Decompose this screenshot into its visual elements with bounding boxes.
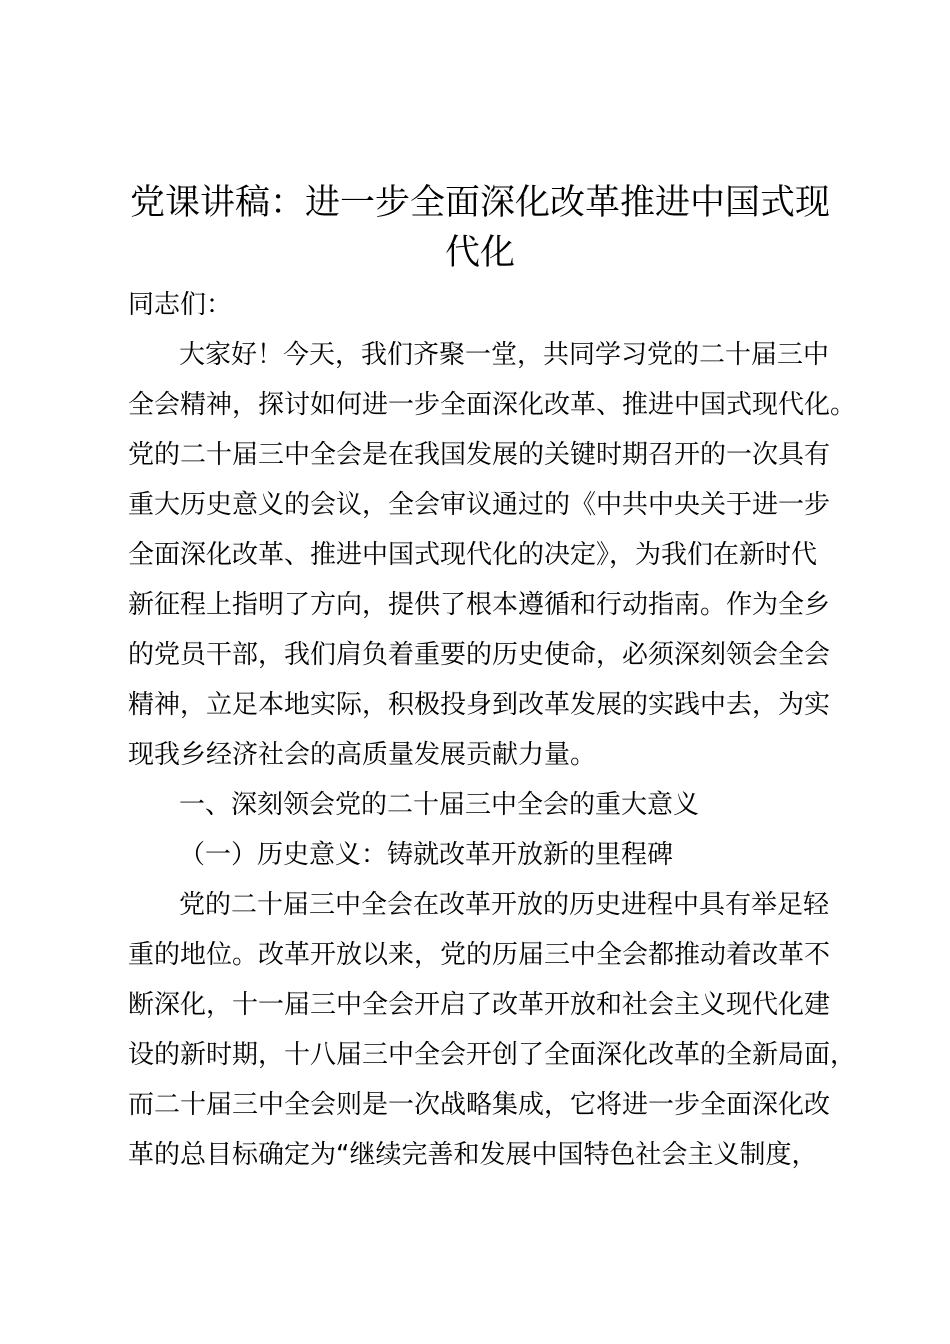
paragraph-line: 的党员干部，我们肩负着重要的历史使命，必须深刻领会全会 <box>128 640 831 670</box>
title-line: 代化 <box>444 233 515 273</box>
paragraph-line: 全会精神，探讨如何进一步全面深化改革、推进中国式现代化。 <box>128 390 857 420</box>
paragraph-line: 设的新时期，十八届三中全会开创了全面深化改革的全新局面， <box>128 1040 857 1070</box>
paragraph-line: 大家好！今天，我们齐聚一堂，共同学习党的二十届三中 <box>179 340 830 370</box>
paragraph-line: 重的地位。改革开放以来，党的历届三中全会都推动着改革不 <box>128 940 831 970</box>
paragraph-line: 新征程上指明了方向，提供了根本遵循和行动指南。作为全乡 <box>128 590 831 620</box>
paragraph-line: 党的二十届三中全会是在我国发展的关键时期召开的一次具有 <box>128 440 831 470</box>
section-heading: 一、深刻领会党的二十届三中全会的重大意义 <box>179 790 700 820</box>
paragraph-line: 精神，立足本地实际，积极投身到改革发展的实践中去，为实 <box>128 690 831 720</box>
subsection-heading: （一）历史意义：铸就改革开放新的里程碑 <box>179 840 674 870</box>
paragraph-line: 现我乡经济社会的高质量发展贡献力量。 <box>128 740 597 770</box>
paragraph-line: 革的总目标确定为“继续完善和发展中国特色社会主义制度， <box>128 1140 818 1170</box>
paragraph-line: 重大历史意义的会议，全会审议通过的《中共中央关于进一步 <box>128 490 831 520</box>
paragraph-line: 断深化，十一届三中全会开启了改革开放和社会主义现代化建 <box>128 990 831 1020</box>
document-title <box>125 178 835 278</box>
paragraph-line: 而二十届三中全会则是一次战略集成，它将进一步全面深化改 <box>128 1090 831 1120</box>
paragraph-line: 党的二十届三中全会在改革开放的历史进程中具有举足轻 <box>179 890 830 920</box>
salutation: 同志们： <box>128 290 233 320</box>
paragraph-line: 全面深化改革、推进中国式现代化的决定》，为我们在新时代 <box>128 540 818 570</box>
title-line: 党课讲稿：进一步全面深化改革推进中国式现 <box>129 183 830 223</box>
